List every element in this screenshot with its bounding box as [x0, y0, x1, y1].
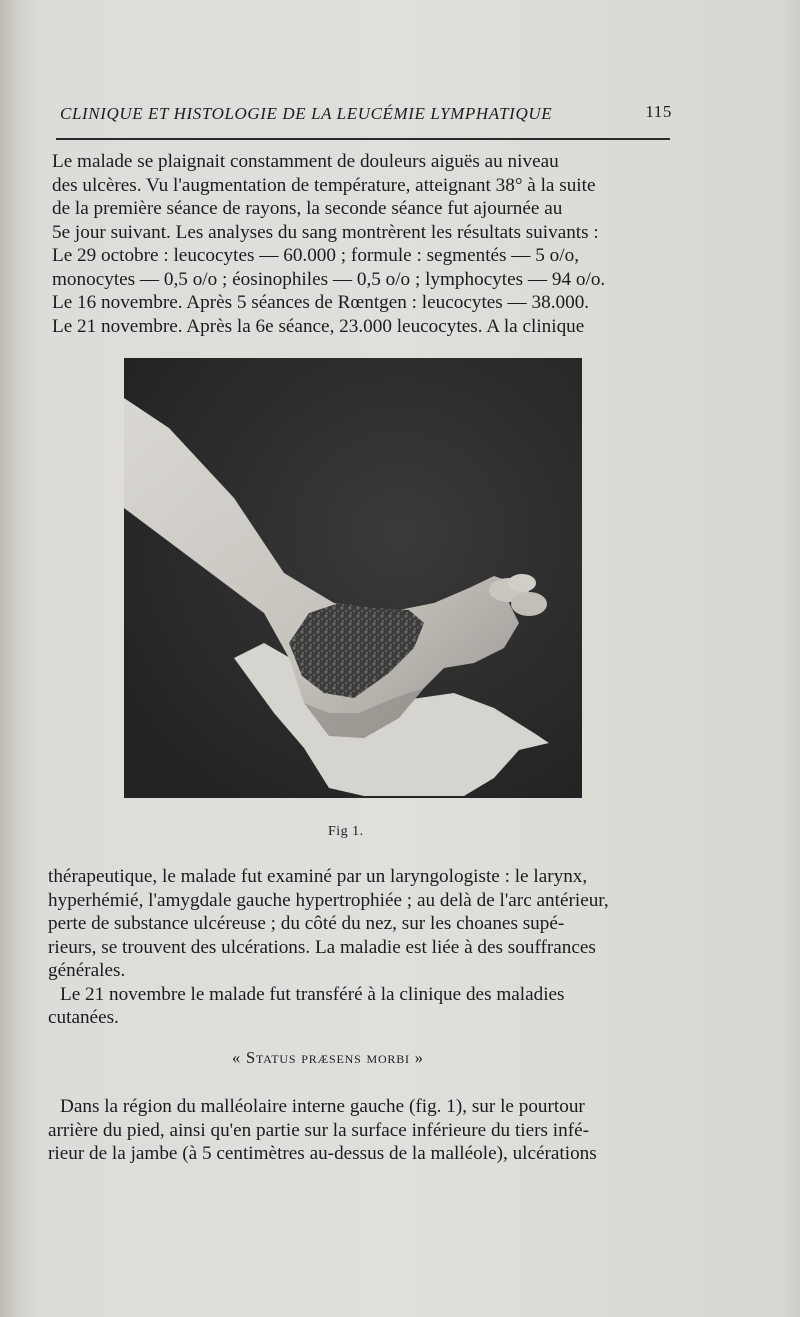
- paragraph-3: [48, 1095, 670, 1166]
- paragraph-2: [48, 865, 670, 1030]
- text-line: de la première séance de rayons, la seconde séance fut ajournée au: [52, 198, 563, 219]
- text-line: hyperhémié, l'amygdale gauche hypertrophiée ; au delà de l'arc antérieur,: [48, 889, 609, 911]
- text-line: des ulcères. Vu l'augmentation de température, atteignant 38° à la suite: [52, 174, 596, 196]
- text-line: arrière du pied, ainsi qu'en partie sur la surface inférieure du tiers infé-: [48, 1119, 589, 1141]
- text-line: Le 21 novembre le malade fut transféré à la clinique des maladies: [60, 983, 565, 1005]
- running-header: [60, 100, 672, 126]
- header-rule: [56, 138, 670, 140]
- figure-caption: Fig 1.: [328, 824, 364, 839]
- text-line: Le 16 novembre. Après 5 séances de Rœntgen : leucocytes — 38.000.: [52, 292, 590, 313]
- text-line: 5e jour suivant. Les analyses du sang montrèrent les résultats suivants :: [52, 221, 599, 243]
- foot-photo-illustration: [124, 358, 582, 798]
- text-line: thérapeutique, le malade fut examiné par un laryngologiste : le larynx,: [48, 866, 588, 887]
- text-line: rieurs, se trouvent des ulcérations. La maladie est liée à des souffrances: [48, 936, 596, 958]
- text-line: cutanées.: [48, 1007, 119, 1028]
- text-line: perte de substance ulcéreuse ; du côté du nez, sur les choanes supé-: [48, 913, 565, 934]
- text-line: générales.: [48, 960, 126, 981]
- page-number: 115: [645, 102, 672, 121]
- text-line: rieur de la jambe (à 5 centimètres au-dessus de la malléole), ulcérations: [48, 1143, 597, 1164]
- text-line: monocytes — 0,5 o/o ; éosinophiles — 0,5 o/o ; lymphocytes — 94 o/o.: [52, 268, 606, 290]
- section-title-text: « Status præsens morbi »: [232, 1048, 424, 1067]
- text-line: Dans la région du malléolaire interne gauche (fig. 1), sur le pourtour: [60, 1096, 585, 1117]
- running-title: CLINIQUE ET HISTOLOGIE DE LA LEUCÉMIE LYMPHATIQUE: [60, 104, 553, 123]
- text-line: Le 29 octobre : leucocytes — 60.000 ; formule : segmentés — 5 o/o,: [52, 245, 580, 266]
- text-line: Le 21 novembre. Après la 6e séance, 23.000 leucocytes. A la clinique: [52, 315, 585, 337]
- figure-photograph: [124, 358, 582, 798]
- text-line: Le malade se plaignait constamment de douleurs aiguës au niveau: [52, 151, 559, 172]
- paragraph-1: [52, 150, 672, 338]
- section-title: [232, 1048, 424, 1068]
